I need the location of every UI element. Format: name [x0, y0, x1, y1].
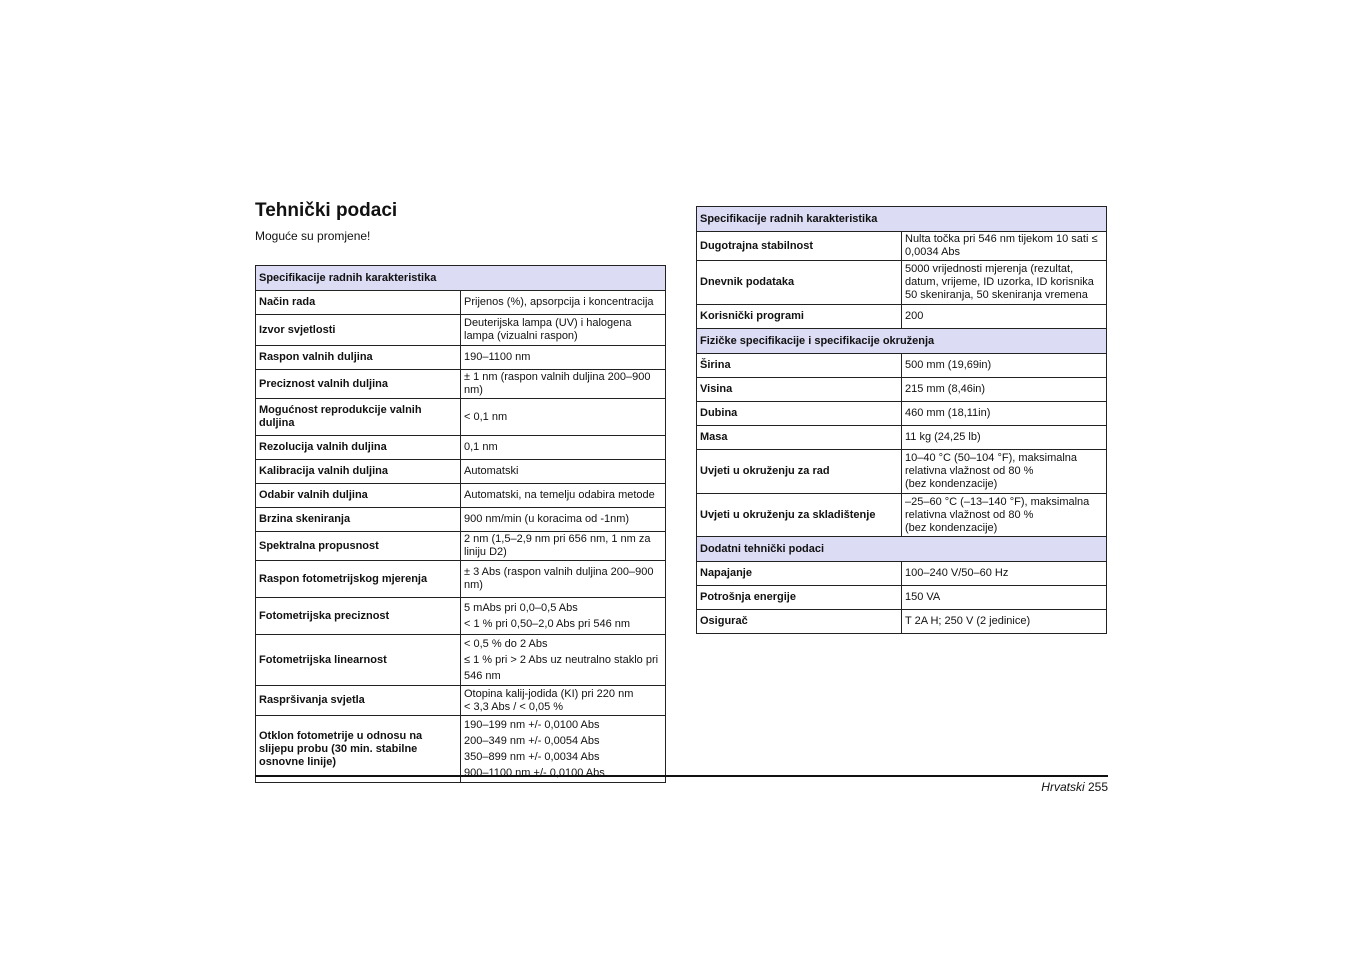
- spec-value: [461, 716, 666, 783]
- spec-value-line: 190–199 nm +/- 0,0100 Abs: [464, 719, 600, 731]
- spec-value-line: 11 kg (24,25 lb): [905, 431, 981, 443]
- table-row: [697, 305, 1107, 329]
- table-row: [697, 402, 1107, 426]
- page-title: Tehnički podaci: [255, 200, 398, 221]
- spec-label: Širina: [697, 354, 902, 378]
- spec-value: [461, 291, 666, 315]
- section-header-row: [697, 207, 1107, 232]
- spec-label: Dugotrajna stabilnost: [697, 232, 902, 261]
- table-row: [697, 261, 1107, 305]
- spec-value-line: 0,1 nm: [464, 441, 498, 453]
- table-row: [256, 291, 666, 315]
- spec-label: Visina: [697, 378, 902, 402]
- spec-value-line: 200: [905, 310, 924, 322]
- spec-label: Otklon fotometrije u odnosu na slijepu probu (30 min. stabilne osnovne linije): [256, 716, 461, 783]
- table-row: [256, 399, 666, 436]
- spec-value-line: 900 nm/min (u koracima od -1nm): [464, 513, 630, 525]
- spec-value-line: 500 mm (19,69in): [905, 359, 992, 371]
- spec-value-line: ≤ 1 % pri > 2 Abs uz neutralno staklo pri 546 nm: [464, 654, 659, 682]
- table-row: [697, 610, 1107, 634]
- table-row: [697, 378, 1107, 402]
- spec-value: [461, 561, 666, 598]
- spec-label: Osigurač: [697, 610, 902, 634]
- spec-value-line: 2 nm (1,5–2,9 nm pri 656 nm, 1 nm za liniju D2): [464, 533, 651, 558]
- spec-value-line: 150 VA: [905, 591, 941, 603]
- table-row: [256, 598, 666, 635]
- table-row: [256, 508, 666, 532]
- spec-value: [461, 370, 666, 399]
- spec-value: [461, 484, 666, 508]
- spec-value: [461, 635, 666, 686]
- spec-label: Izvor svjetlosti: [256, 315, 461, 346]
- spec-value-line: Nulta točka pri 546 nm tijekom 10 sati ≤ 0,0034 Abs: [905, 233, 1098, 258]
- spec-value: [902, 402, 1107, 426]
- spec-value-line: 190–1100 nm: [464, 351, 531, 363]
- footer-language: Hrvatski: [1041, 780, 1085, 794]
- spec-value-line: 5 mAbs pri 0,0–0,5 Abs: [464, 602, 578, 614]
- spec-value: [461, 508, 666, 532]
- spec-label: Raspršivanja svjetla: [256, 686, 461, 716]
- spec-label: Način rada: [256, 291, 461, 315]
- spec-value-line: Automatski: [464, 465, 519, 477]
- spec-value-line: 350–899 nm +/- 0,0034 Abs: [464, 751, 600, 763]
- spec-value: [461, 346, 666, 370]
- spec-label: Brzina skeniranja: [256, 508, 461, 532]
- spec-label: Mogućnost reprodukcije valnih duljina: [256, 399, 461, 436]
- left-spec-table: [255, 265, 666, 783]
- spec-label: Spektralna propusnost: [256, 532, 461, 561]
- table-row: [256, 561, 666, 598]
- spec-value: [902, 378, 1107, 402]
- spec-value-line: < 3,3 Abs / < 0,05 %: [464, 700, 564, 713]
- spec-value-line: T 2A H; 250 V (2 jedinice): [905, 615, 1031, 627]
- section-title: Specifikacije radnih karakteristika: [697, 207, 1107, 232]
- spec-label: Dnevnik podataka: [697, 261, 902, 305]
- spec-value-line: < 1 % pri 0,50–2,0 Abs pri 546 nm: [464, 618, 631, 630]
- spec-value: [461, 436, 666, 460]
- table-row: [256, 346, 666, 370]
- spec-value: [902, 354, 1107, 378]
- spec-value-line: Automatski, na temelju odabira metode: [464, 489, 655, 501]
- section-title: Fizičke specifikacije i specifikacije okruženja: [697, 329, 1107, 354]
- page-subtitle: Moguće su promjene!: [255, 229, 371, 243]
- table-row: [256, 686, 666, 716]
- spec-label: Uvjeti u okruženju za skladištenje: [697, 494, 902, 537]
- spec-value: [461, 315, 666, 346]
- spec-value-line: ± 1 nm (raspon valnih duljina 200–900 nm): [464, 371, 651, 396]
- spec-value-line: ± 3 Abs (raspon valnih duljina 200–900 nm): [464, 566, 654, 591]
- right-spec-table: [696, 206, 1107, 634]
- spec-value-line: < 0,5 % do 2 Abs: [464, 638, 548, 650]
- table-row: [256, 436, 666, 460]
- spec-value: [902, 232, 1107, 261]
- table-row: [697, 450, 1107, 494]
- spec-label: Preciznost valnih duljina: [256, 370, 461, 399]
- spec-label: Fotometrijska linearnost: [256, 635, 461, 686]
- spec-label: Dubina: [697, 402, 902, 426]
- spec-value-line: 5000 vrijednosti mjerenja (rezultat, datum, vrijeme, ID uzorka, ID korisnika: [905, 263, 1094, 288]
- section-header-row: [697, 537, 1107, 562]
- spec-label: Uvjeti u okruženju za rad: [697, 450, 902, 494]
- section-header-row: [256, 266, 666, 291]
- spec-value: [461, 598, 666, 635]
- spec-value-line: Otopina kalij-jodida (KI) pri 220 nm: [464, 687, 634, 700]
- spec-label: Napajanje: [697, 562, 902, 586]
- section-title: Dodatni tehnički podaci: [697, 537, 1107, 562]
- spec-value: [461, 686, 666, 716]
- table-row: [256, 370, 666, 399]
- page-footer: [1041, 780, 1108, 794]
- spec-label: Kalibracija valnih duljina: [256, 460, 461, 484]
- spec-value-line: 200–349 nm +/- 0,0054 Abs: [464, 735, 600, 747]
- spec-label: Raspon valnih duljina: [256, 346, 461, 370]
- table-row: [697, 354, 1107, 378]
- spec-value-line: (bez kondenzacije): [905, 478, 998, 490]
- spec-value-line: 215 mm (8,46in): [905, 383, 986, 395]
- spec-value-line: Prijenos (%), apsorpcija i koncentracija: [464, 296, 654, 308]
- spec-label: Potrošnja energije: [697, 586, 902, 610]
- table-row: [256, 532, 666, 561]
- spec-label: Korisnički programi: [697, 305, 902, 329]
- table-row: [256, 716, 666, 783]
- table-row: [256, 484, 666, 508]
- section-header-row: [697, 329, 1107, 354]
- spec-value-line: 10–40 °C (50–104 °F), maksimalna relativna vlažnost od 80 %: [905, 452, 1078, 477]
- spec-label: Masa: [697, 426, 902, 450]
- spec-label: Raspon fotometrijskog mjerenja: [256, 561, 461, 598]
- spec-value-line: Deuterijska lampa (UV) i halogena lampa (vizualni raspon): [464, 317, 632, 342]
- spec-value: [902, 562, 1107, 586]
- footer-page-number: 255: [1087, 780, 1108, 794]
- spec-value: [902, 261, 1107, 305]
- spec-value-line: 50 skeniranja, 50 skeniranja vremena: [905, 289, 1088, 301]
- spec-value: [902, 494, 1107, 537]
- spec-value: [461, 532, 666, 561]
- table-row: [697, 426, 1107, 450]
- spec-value: [461, 399, 666, 436]
- table-row: [697, 562, 1107, 586]
- spec-value: [902, 586, 1107, 610]
- spec-value-line: 900–1100 nm +/- 0,0100 Abs: [464, 767, 605, 779]
- spec-label: Fotometrijska preciznost: [256, 598, 461, 635]
- section-title: Specifikacije radnih karakteristika: [256, 266, 666, 291]
- table-row: [256, 460, 666, 484]
- spec-value: [902, 305, 1107, 329]
- spec-value: [902, 426, 1107, 450]
- spec-value-line: 460 mm (18,11in): [905, 407, 991, 419]
- spec-value-line: (bez kondenzacije): [905, 521, 998, 534]
- spec-value: [902, 450, 1107, 494]
- spec-label: Odabir valnih duljina: [256, 484, 461, 508]
- spec-value-line: –25–60 °C (–13–140 °F), maksimalna relativna vlažnost od 80 %: [905, 495, 1090, 521]
- spec-value: [461, 460, 666, 484]
- table-row: [256, 635, 666, 686]
- table-row: [697, 494, 1107, 537]
- spec-value: [902, 610, 1107, 634]
- table-row: [256, 315, 666, 346]
- spec-value-line: < 0,1 nm: [464, 410, 508, 423]
- table-row: [697, 586, 1107, 610]
- footer-divider: [255, 775, 1108, 777]
- table-row: [697, 232, 1107, 261]
- spec-label: Rezolucija valnih duljina: [256, 436, 461, 460]
- spec-value-line: 100–240 V/50–60 Hz: [905, 567, 1009, 579]
